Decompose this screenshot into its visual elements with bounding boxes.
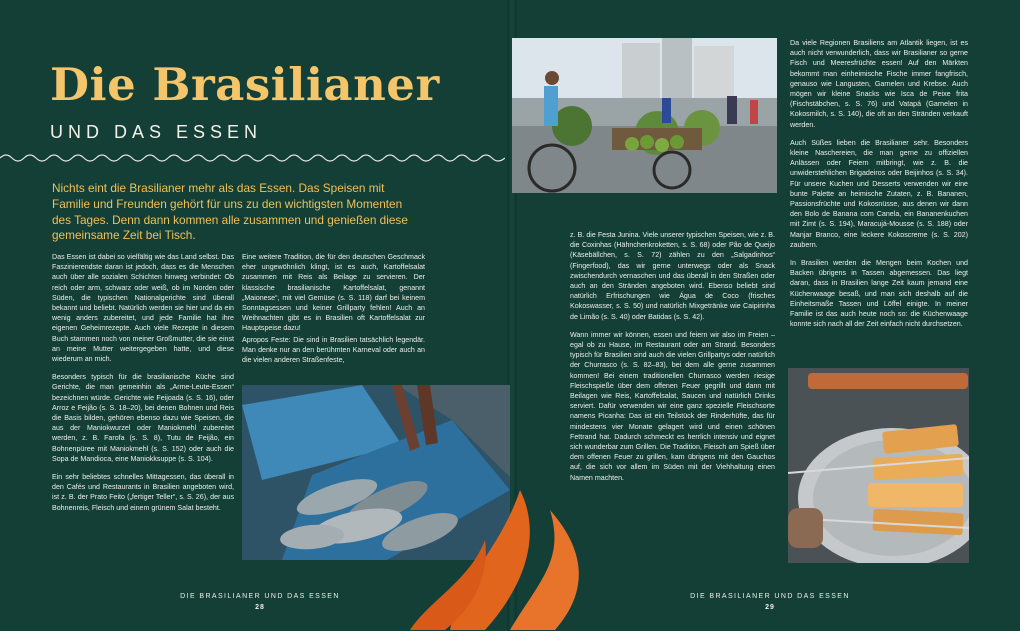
page-number: 29 <box>765 604 775 611</box>
intro-paragraph: Nichts eint die Brasilianer mehr als das Essen. Das Speisen mit Familie und Freunden gehört für uns zu den wichtigsten Momenten des Tages. Denn dann kommen alle zusammen und genießen diese gemeinsame Zeit bei Tisch. <box>52 181 408 243</box>
decorative-leaf-graphic <box>390 470 620 630</box>
fried-food-photo <box>788 368 969 563</box>
paragraph: Apropos Feste: Die sind in Brasilien tatsächlich legendär. Man denke nur an den berühmten Karneval oder auch an die vielen anderen Straßenfeste, <box>242 336 425 365</box>
paragraph: In Brasilien werden die Mengen beim Kochen und Backen übrigens in Tassen abgemessen. Das liegt daran, dass in Brasilien lange Zeit kaum jemand eine Küchenwaage besaß, und man sich deshalb auf die Einheitsmaße Tassen und Löffel einigte. In meiner Familie ist das auch heute noch so: die Küchenwaage konnte sich nach all der Zeit einfach nicht durchsetzen. <box>790 259 968 329</box>
paragraph: Das Essen ist dabei so vielfältig wie das Land selbst. Das Faszinierendste daran ist jedoch, dass es die Menschen auch über alle sozialen Schichten hinweg verbindet: Ob reich oder arm, schwarz oder weiß, ob im Norden oder Süden, die typischen Nationalgerichte sind überall bekannt und beliebt. Natürlich werden sie hier und da ein wenig anders zubereitet, und jede Familie hat ihre eigenen Geheimrezepte. Auch viele Rezepte in diesem Buch stammen noch von meiner Großmutter, die sie einst an meine Mutter weitergegeben hatte, und diese wiederum an mich. <box>52 253 234 364</box>
right-page-footer <box>640 593 900 611</box>
right-column-2 <box>790 38 968 337</box>
running-head: DIE BRASILIANER UND DAS ESSEN <box>690 593 850 600</box>
page-title: Die Brasilianer <box>50 58 440 111</box>
wave-divider <box>0 150 505 166</box>
paragraph: Wann immer wir können, essen und feiern wir also im Freien – egal ob zu Hause, im Restaurant oder am Strand. Besonders typisch für Brasilien sind auch die vielen Grillpartys oder natürlich der Churrasco (s. S. 82–83), bei dem alle gerne zusammen kommen! Bei einem traditionellen Churrasco werden riesige Fleischspieße über dem offenen Feuer gegrillt und dann mit Beilagen wie Reis, Kartoffelsalat, Saucen und natürlich Drinks serviert. Dafür verwenden wir eine ganz spezielle Fleischsorte namens Picanha: Das ist ein Teilstück der Rinderhüfte, das für mindestens vier Monate gelagert wird und einen schönen Fettrand hat. Dadurch schmeckt es herrlich intensiv und eignet sich wunderbar zum Grillen. Die Tradition, Fleisch am Spieß über dem offenen Feuer zu grillen, kam übrigens mit den Gauchos auf, die sich vor allem im Süden mit der Viehhaltung einen Namen machten. <box>570 330 775 482</box>
left-column-2 <box>242 252 425 342</box>
paragraph: Eine weitere Tradition, die für den deutschen Geschmack eher ungewöhnlich klingt, ist es auch, Kartoffelsalat zusammen mit Reis als Beilage zu servieren. Der klassische brasilianische Kartoffelsalat, genannt „Maionese“, mit viel Gemüse (s. S. 118) darf bei keinem Sonntagsessen und keiner Grillparty fehlen! Auch an Weihnachten gibt es in Brasilien oft Kartoffelsalat zur Hauptspeise dazu! <box>242 253 425 333</box>
right-column-1 <box>570 230 775 491</box>
street-vendor-photo <box>512 38 777 193</box>
page-number: 28 <box>255 604 265 611</box>
left-page-footer <box>130 593 390 611</box>
page-subtitle: UND DAS ESSEN <box>50 122 263 142</box>
left-column-1 <box>52 252 234 521</box>
left-column-2-continued <box>242 335 425 374</box>
street-vendor-image <box>512 38 777 193</box>
paragraph: Da viele Regionen Brasiliens am Atlantik liegen, ist es auch nicht verwunderlich, dass wir Brasilianer so gerne Fisch und Meeresfrüchte essen! Auf den Märkten bekommt man einheimische Fische immer fangfrisch, genauso wie Langusten, Garnelen und Krebse. Auch mögen wir kleine Snacks wie Isca de Peixe frita (Fischstäbchen, s. S. 76) und Vatapá (Garnelen in Kokosmilch, s. S. 140), die oft an den Stränden verkauft werden. <box>790 39 968 129</box>
paragraph: Besonders typisch für die brasilianische Küche sind Gerichte, die man gemeinhin als „Arme-Leute-Essen“ bezeichnen würde. Gerichte wie Feijoada (s. S. 16), oder Arroz e Feijão (s. S. 18–20), bei denen Bohnen und Reis die Basis bilden, gehören ebenso dazu wie Speisen, die aus der Maniokwurzel oder Maniokmehl zubereitet werden, z. B. Farofa (s. S. 8), Tutu de Feijão, ein Bohnenpüree mit Maniokmehl (s. S. 152) oder auch die Sopa de Mandioca, eine Maniokksuppe (s. S. 104). <box>52 373 234 463</box>
paragraph: Auch Süßes lieben die Brasilianer sehr. Besonders kleine Naschereien, die man gerne zu offiziellen Anlässen oder Feiern mitbringt, wie z. B. die unwiderstehlichen Brigadeiros oder Beijinhos (s. S. 34). Für unsere Kuchen und Desserts verwenden wir eine bunte Palette an heimische Zutaten, z. B. Bananen, Passionsfrüchte und Kokosnüsse, aus denen wir dann den Bolo de Banana com Canela, ein Bananenkuchen mit Zimt (s. S. 194), Maracujá-Mousse (s. S. 188) oder Manjar Branco, eine leckere Kokoscreme (s. S. 202) zaubern. <box>790 138 968 249</box>
running-head: DIE BRASILIANER UND DAS ESSEN <box>180 593 340 600</box>
paragraph: Ein sehr beliebtes schnelles Mittagessen, das überall in den Cafés und Restaurants in Brasilien angeboten wird, ist z. B. der Prato Feito („fertiger Teller“, s. S. 26), der aus Bohnenreis, Fleisch und einem grünem Salat besteht. <box>52 473 234 512</box>
fried-food-image <box>788 368 969 563</box>
paragraph: z. B. die Festa Junina. Viele unserer typischen Speisen, wie z. B. die Coxinhas (Hähnchenkroketten, s. S. 68) oder Pão de Queijo (Käsebällchen, s. S. 72) zählen zu den „Salgadinhos“ (Fingerfood), das wir gerne unterwegs oder als Snack zwischendurch vernaschen und das überall in den Straßen oder auch an den Stränden angeboten wird. Ebenso beliebt sind natürlich Erfrischungen wie Água de Coco (frisches Kokoswasser, s. S. 50) und natürlich Mixgetränke wie Caipirinha de Limão (s. S. 40) oder Batidas (s. S. 42). <box>570 231 775 321</box>
